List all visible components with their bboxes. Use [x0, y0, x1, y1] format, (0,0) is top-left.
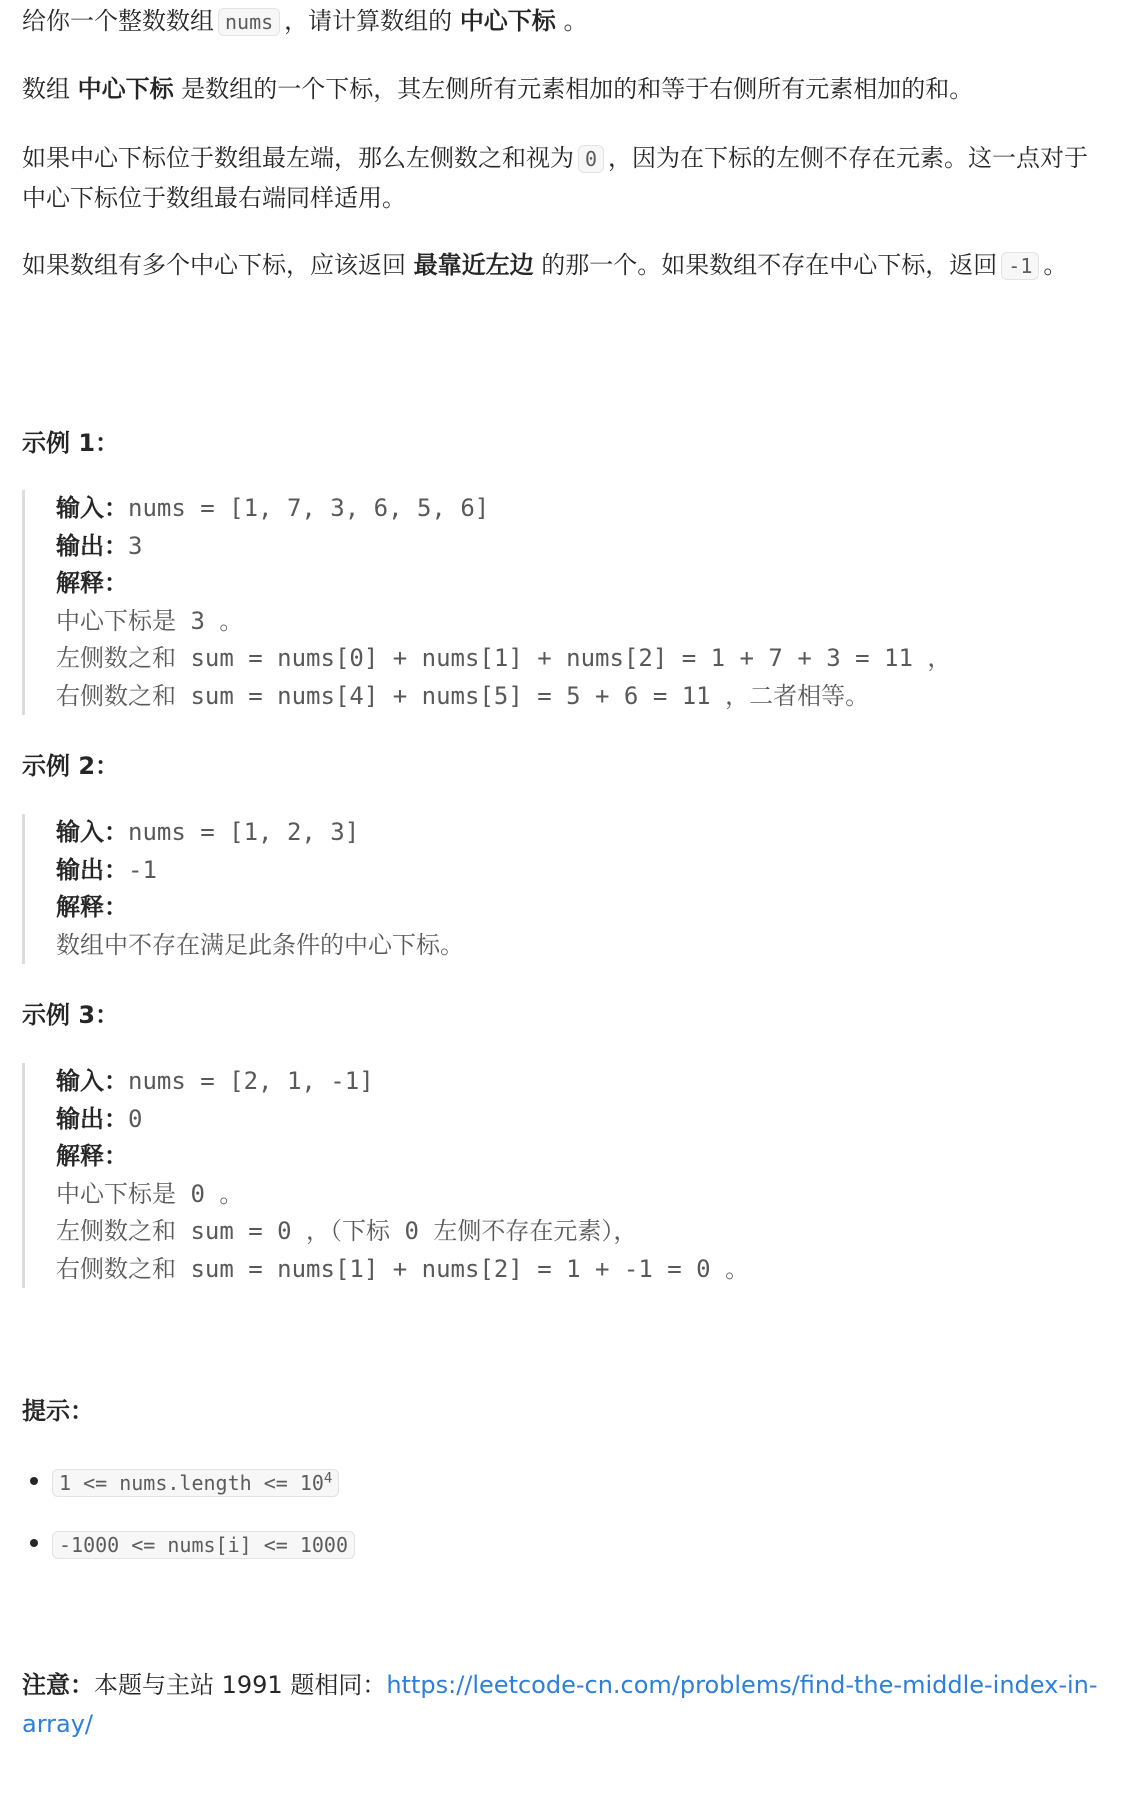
note-paragraph: [22, 1666, 1112, 1744]
inline-code-nums: nums: [218, 8, 280, 36]
intro-paragraph-1: [22, 2, 1112, 42]
explanation-line: 数组中不存在满足此条件的中心下标。: [56, 930, 464, 959]
intro-paragraph-2: [22, 70, 1112, 109]
explanation-line: 中心下标是 3 。: [56, 606, 244, 635]
output-label: 输出：: [56, 531, 128, 560]
input-value: nums = [1, 7, 3, 6, 5, 6]: [128, 494, 490, 522]
hint-exponent: 4: [323, 1470, 333, 1487]
example-2-title: 示例 2：: [22, 752, 120, 780]
input-value: nums = [2, 1, -1]: [128, 1067, 374, 1095]
output-value: 3: [128, 531, 143, 560]
output-label: 输出：: [56, 1104, 128, 1133]
problem-link[interactable]: https://leetcode-cn.com/problems/find-the-middle-index-in-array/: [22, 1671, 1098, 1738]
explanation-line: 左侧数之和 sum = 0 ，（下标 0 左侧不存在元素），: [56, 1217, 638, 1245]
intro-text: 数组: [22, 75, 70, 103]
bold-term: 中心下标: [77, 75, 174, 103]
explanation-line: 中心下标是 0 。: [56, 1179, 244, 1208]
intro-text: 是数组的一个下标，其左侧所有元素相加的和等于右侧所有元素相加的和。: [181, 75, 974, 103]
input-value: nums = [1, 2, 3]: [128, 818, 360, 846]
intro-text: 。: [1043, 251, 1068, 279]
hint-text: 1 <= nums.length <= 10: [59, 1471, 324, 1495]
explanation-line: 右侧数之和 sum = nums[4] + nums[5] = 5 + 6 = 11 ，二者相等。: [56, 681, 870, 710]
hint-code: -1000 <= nums[i] <= 1000: [52, 1531, 355, 1559]
intro-paragraph-4: [22, 246, 1112, 286]
example-output-line: [56, 852, 1112, 890]
intro-text: 的那一个。如果数组不存在中心下标，返回: [541, 251, 998, 279]
hint-code: [52, 1469, 339, 1497]
hint-item: [22, 1464, 343, 1501]
explain-label: 解释：: [56, 569, 128, 597]
example-2-block: [22, 814, 1112, 964]
example-output-line: [56, 528, 1112, 566]
example-3-block: [22, 1063, 1112, 1288]
explanation-line: 右侧数之和 sum = nums[1] + nums[2] = 1 + -1 = 0 。: [56, 1254, 750, 1283]
example-explain-line: [56, 565, 1112, 603]
input-label: 输入：: [56, 1067, 128, 1095]
example-input-line: [56, 1063, 1112, 1101]
bold-term: 中心下标: [459, 7, 556, 35]
note-label: 注意：: [22, 1671, 94, 1699]
example-1-title: 示例 1：: [22, 429, 120, 457]
example-input-line: [56, 814, 1112, 852]
explain-label: 解释：: [56, 893, 128, 921]
explanation-line: 左侧数之和 sum = nums[0] + nums[1] + nums[2] = 1 + 7 + 3 = 11 ，: [56, 644, 952, 672]
inline-code-minus-one: -1: [1001, 252, 1039, 280]
example-output-line: [56, 1101, 1112, 1139]
intro-text: 给你一个整数数组: [22, 7, 214, 35]
intro-text: ，请计算数组的: [284, 7, 453, 35]
example-3-title: 示例 3：: [22, 1001, 120, 1029]
intro-text: ，因为在下标的左侧不存在元素。这一点对于中心下标位于数组最右端同样适用。: [22, 144, 1089, 212]
output-value: 0: [128, 1104, 143, 1133]
example-1-block: [22, 490, 1112, 715]
output-value: -1: [128, 855, 157, 884]
example-explain-line: [56, 889, 1112, 927]
example-input-line: [56, 490, 1112, 528]
bullet-icon: [30, 1539, 38, 1547]
input-label: 输入：: [56, 818, 128, 846]
hints-title: 提示：: [22, 1397, 94, 1425]
intro-text: 如果数组有多个中心下标，应该返回: [22, 251, 406, 279]
explain-label: 解释：: [56, 1142, 128, 1170]
bold-term: 最靠近左边: [413, 251, 534, 279]
hint-item: [22, 1526, 359, 1563]
input-label: 输入：: [56, 494, 128, 522]
inline-code-zero: 0: [578, 145, 604, 173]
intro-text: 如果中心下标位于数组最左端，那么左侧数之和视为: [22, 144, 574, 172]
output-label: 输出：: [56, 855, 128, 884]
bullet-icon: [30, 1477, 38, 1485]
intro-text: 。: [563, 7, 588, 35]
example-explain-line: [56, 1138, 1112, 1176]
note-text: 本题与主站 1991 题相同：: [94, 1671, 387, 1699]
intro-paragraph-3: [22, 139, 1112, 218]
